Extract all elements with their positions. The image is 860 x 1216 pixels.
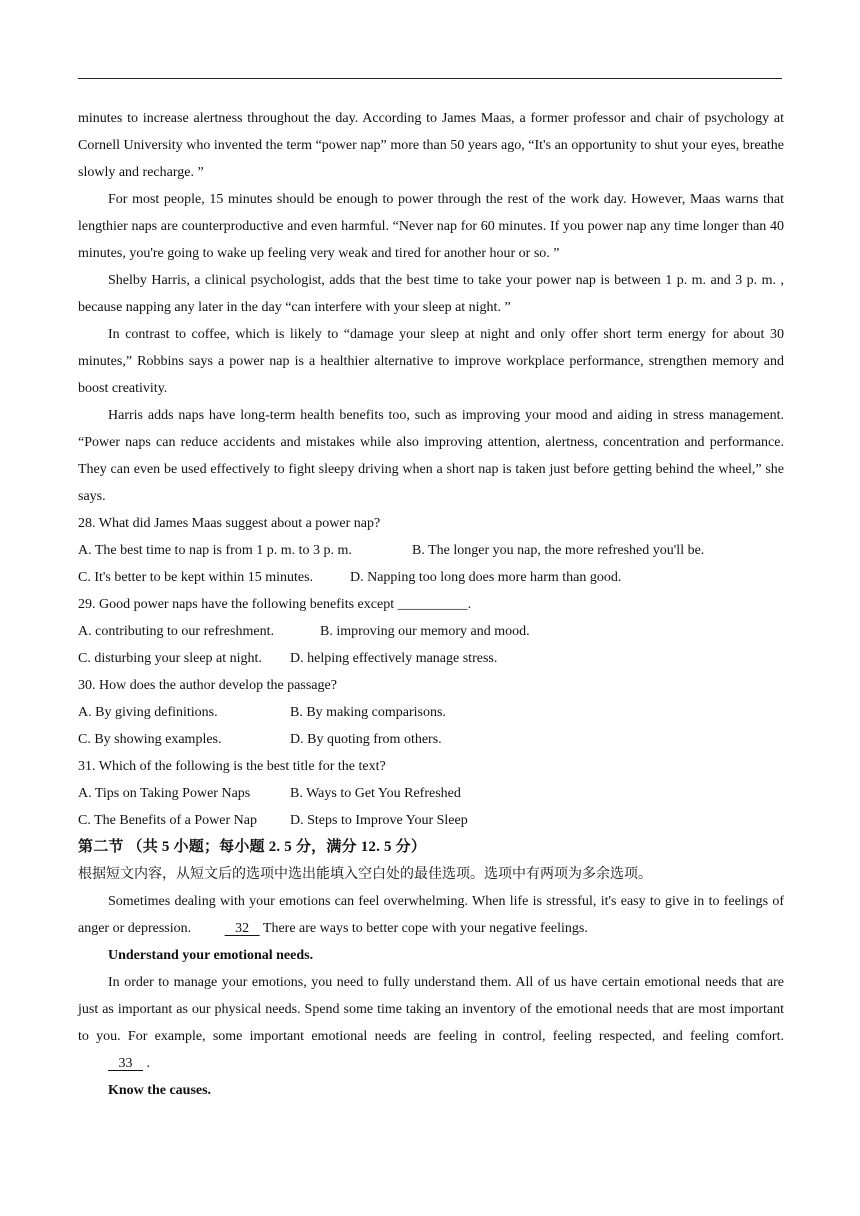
question-31-option-c: C. The Benefits of a Power Nap [78, 813, 257, 828]
section-2-paragraph-2 [78, 969, 784, 1077]
question-30-option-c: C. By showing examples. [78, 732, 222, 747]
question-29-option-b: B. improving our memory and mood. [320, 624, 530, 639]
question-30-option-b: B. By making comparisons. [290, 705, 446, 720]
question-30-options-row-1 [78, 699, 784, 726]
question-30-option-a: A. By giving definitions. [78, 705, 218, 720]
blank-32: 32 [224, 921, 260, 936]
heading-know-causes: Know the causes. [108, 1083, 212, 1098]
passage-paragraph-4: In contrast to coffee, which is likely to “damage your sleep at night and only offer short term energy for about 30 minutes,” Robbins says a power nap is a healthier alternative to improve workplace performance, strengthen memory and boost creativity. [78, 327, 784, 396]
passage-paragraph-5: Harris adds naps have long-term health benefits too, such as improving your mood and aiding in stress management. “Power naps can reduce accidents and mistakes while also improving attention, alertness, concentration and performance. They can even be used effectively to fight sleepy driving when a short nap is taken just before getting behind the wheel,” she says. [78, 408, 784, 504]
question-28-stem: 28. What did James Maas suggest about a power nap? [78, 516, 381, 531]
para2-end: . [146, 1056, 150, 1071]
passage-paragraph-3: Shelby Harris, a clinical psychologist, adds that the best time to take your power nap is between 1 p. m. and 3 p. m. , because napping any later in the day “can interfere with your sleep at night. ” [78, 273, 784, 315]
question-29-options-row-1 [78, 618, 784, 645]
question-28-options-row-1 [78, 537, 784, 564]
passage-paragraph-2: For most people, 15 minutes should be enough to power through the rest of the work day. However, Maas warns that lengthier naps are counterproductive and even harmful. “Never nap for 60 minutes. If you power nap any time longer than 40 minutes, you're going to wake up feeling very weak and tired for another hour or so. ” [78, 192, 784, 261]
question-28-option-c: C. It's better to be kept within 15 minutes. [78, 570, 314, 585]
passage-paragraph-1: minutes to increase alertness throughout the day. According to James Maas, a former professor and chair of psychology at Cornell University who invented the term “power nap” more than 50 years ago, “It's an opportunity to shut your eyes, breathe slowly and recharge. ” [78, 111, 784, 180]
question-28-options-row-2 [78, 564, 784, 591]
section-2-instruction: 根据短文内容，从短文后的选项中选出能填入空白处的最佳选项。选项中有两项为多余选项。 [78, 867, 652, 882]
intro-text: Sometimes dealing with your emotions can feel overwhelming. When life is stressful, it's easy to give in to feelings of anger or depression. [78, 894, 784, 936]
question-28-option-d: D. Napping too long does more harm than good. [350, 570, 622, 585]
question-30-stem: 30. How does the author develop the passage? [78, 678, 337, 693]
question-29-option-d: D. helping effectively manage stress. [290, 651, 498, 666]
question-29-option-a: A. contributing to our refreshment. [78, 624, 274, 639]
question-28-option-a: A. The best time to nap is from 1 p. m. to 3 p. m. [78, 543, 352, 558]
question-30-options-row-2 [78, 726, 784, 753]
blank-33: 33 [108, 1056, 143, 1071]
question-29-stem: 29. Good power naps have the following benefits except __________. [78, 597, 472, 612]
question-31-option-a: A. Tips on Taking Power Naps [78, 786, 251, 801]
question-29-option-c: C. disturbing your sleep at night. [78, 651, 262, 666]
question-30-option-d: D. By quoting from others. [290, 732, 442, 747]
question-31-options-row-1 [78, 780, 784, 807]
header-rule [78, 78, 782, 79]
question-28-option-b: B. The longer you nap, the more refreshed you'll be. [412, 543, 705, 558]
question-31-options-row-2 [78, 807, 784, 834]
section-2-title: 第二节 （共 5 小题；每小题 2. 5 分，满分 12. 5 分） [78, 839, 427, 855]
question-31-option-d: D. Steps to Improve Your Sleep [290, 813, 468, 828]
document-body [78, 105, 784, 1104]
question-29-options-row-2 [78, 645, 784, 672]
question-31-stem: 31. Which of the following is the best title for the text? [78, 759, 386, 774]
intro-after-text: There are ways to better cope with your negative feelings. [262, 921, 588, 936]
heading-understand-needs: Understand your emotional needs. [108, 948, 314, 963]
question-31-option-b: B. Ways to Get You Refreshed [290, 786, 461, 801]
para2-text: In order to manage your emotions, you need to fully understand them. All of us have certain emotional needs that are just as important as our physical needs. Spend some time taking an inventory of the emotional needs that are most important to you. For example, some important emotional needs are feeling in control, feeling respected, and feeling comfort. [78, 975, 784, 1044]
section-2-intro-paragraph [78, 888, 784, 942]
